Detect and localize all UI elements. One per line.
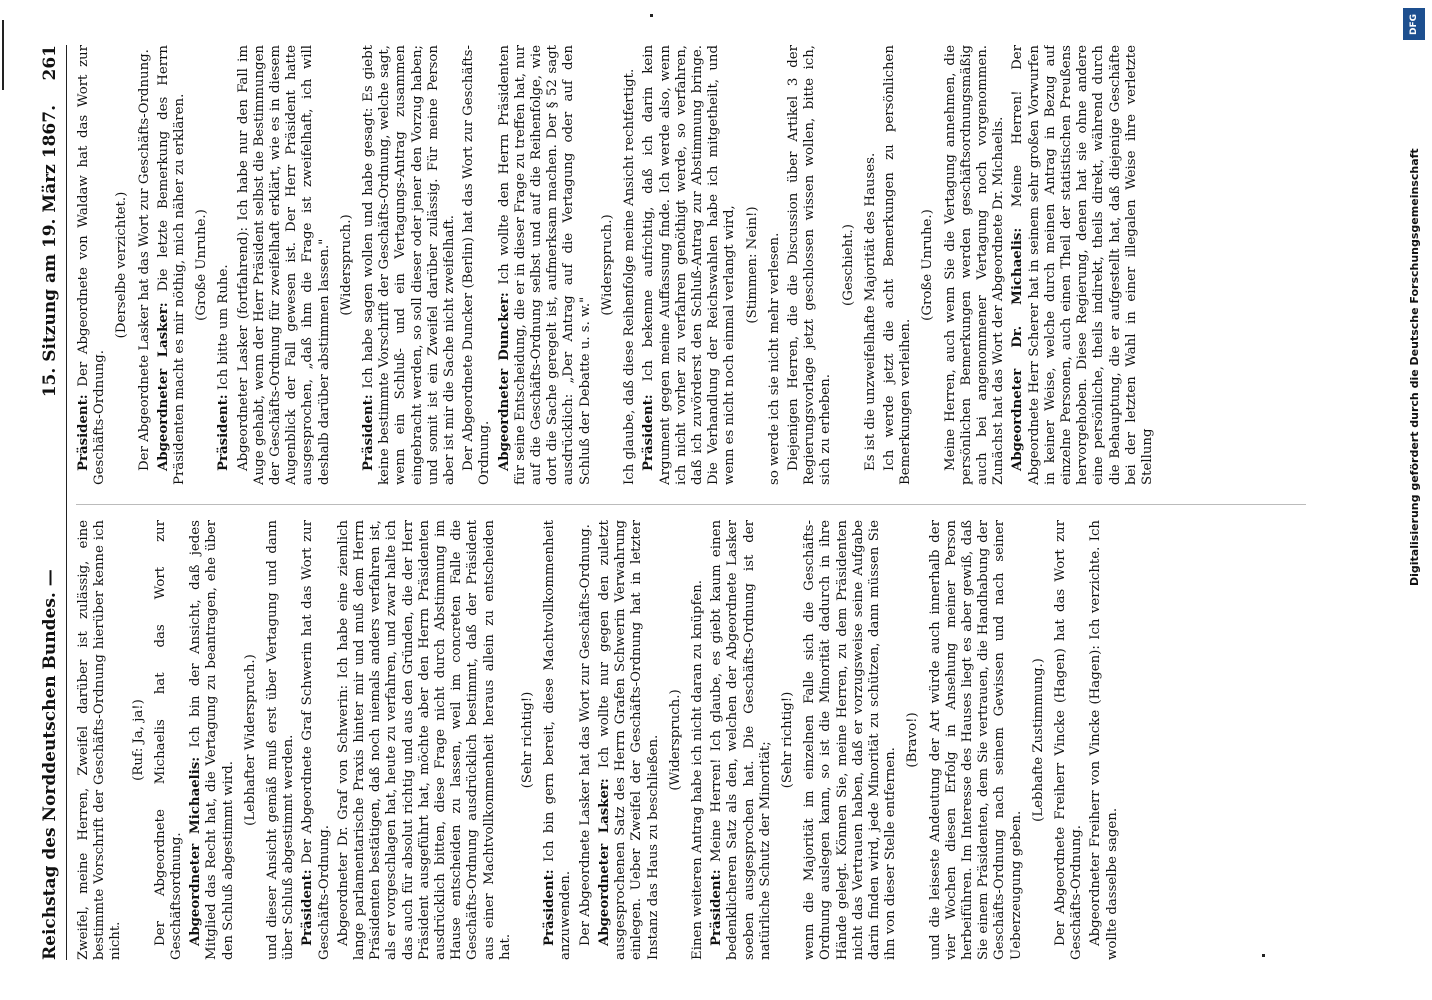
paragraph-text: Die letzte Bemerkung des Herrn Präsidenten macht es mir nöthig, mich näher zu erklären. [155,45,188,485]
paragraph-text: (Sehr richtig!) [520,691,536,789]
paragraph-text: Abgeordneter Dr. Graf von Schwerin: Ich habe eine ziemlich lange parlamentarische Praxis hinter mir und muß dem Herrn Präsidenten bestätigen, daß noch niemals anders verfahren ist, als er vorgeschlagen hat, heute zu verfahren, und zwar halte ich das auch für absolut richtig und aus den Gründen, die der Herr Präsident ausgeführt hat, möchte aber den Herrn Präsidenten ausdrücklich bitten, diese Frage nicht durch Abstimmung im Hause entscheiden zu lassen, weil im concreten Falle die Geschäfts-Ordnung ausdrücklich bestimmt, daß der Präsident aus einer Machtvollkommenheit heraus allein zu entscheiden hat. [335,520,513,960]
credit-sidebar [1392,0,1432,1000]
paragraph-text: Ich wollte den Herrn Präsidenten für seine Entscheidung, die er in dieser Frage zu treffen hat, nur auf die Geschäfts-Ordnung selbst und auf die Reihenfolge, wie dort die Sache geregelt ist, aufmerksam machen. Der § 52 sagt ausdrücklich: „Der Antrag auf die Vertagung oder auf den Schluß der Debatte u. s. w." [496,45,593,485]
speech-paragraph [188,520,237,960]
speaker-name: Präsident: [641,394,657,471]
speech-paragraph [156,45,188,485]
speech-paragraph [542,520,574,960]
speaker-name: Präsident: [542,869,558,946]
speech-paragraph [265,520,297,960]
paragraph-text: (Derselbe verzichtet.) [114,191,130,339]
paragraph-text: Zweifel, meine Herren, Zweifel darüber ist zulässig, eine bestimmte Vorschrift der Geschäfts-Ordnung hierüber kenne ich nicht. [76,520,124,960]
paragraph-text: (Stimmen: Nein!) [744,206,760,324]
paragraph-text: (Große Unruhe.) [194,209,210,321]
paragraph-text: Der Abgeordnete Lasker hat das Wort zur Geschäfts-Ordnung. [577,524,593,946]
paragraph-text: Ich werde jetzt die acht Bemerkungen zu persönlichen Bemerkungen verleihen. [881,45,914,485]
speech-paragraph [361,45,458,485]
header-left-title: Reichstag des Norddeutschen Bundes. — [40,569,60,960]
paragraph-text: Abgeordneter Lasker (fortfahrend): Ich habe nur den Fall im Auge gehabt, wenn der Herr Präsident selbst die Bestimmungen der Geschäfts-Ordnung für zweifelhaft erklärt, wie es in diesem Augenblick der Fall gewesen ist. Der Herr Präsident hatte ausgesprochen, „daß ihm die Frage ist zweifelhaft, ich will deshalb darüber abstimmen lassen." [235,45,332,485]
paragraph-text: Der Abgeordnete Duncker (Berlin) hat das Wort zur Geschäfts-Ordnung. [461,45,493,485]
paragraph-text: (Lebhafte Zustimmung.) [1030,658,1046,822]
speech-paragraph [622,45,638,485]
header-right-title: 15. Sitzung am 19. März 1867. [40,105,60,398]
speech-paragraph [597,520,662,960]
paragraph-text: Meine Herren! Ich glaube, es giebt kaum einen bedenklicheren Satz als den, welchen der Abgeordnete Lasker soeben ausgesprochen hat. Die Geschäfts-Ordnung ist der natürliche Schutz der Minorität; [709,520,773,960]
paragraph-text: (Widerspruch.) [338,214,354,316]
scan-mark [650,14,653,17]
speech-paragraph [76,45,108,485]
speech-paragraph [497,45,594,485]
paragraph-text: Ich bekenne aufrichtig, daß ich darin kein Argument gegen meine Auffassung finde. Ich werde also, wenn ich nicht vorher zu verfahren genöthigt werde, so verfahren, daß ich zuvörderst den Schluß-Antrag zur Abstimmung bringe. Die Verhandlung der Reichswahlen habe ich mitgetheilt, und wenn es nicht noch einmal verlangt wird, [641,45,738,485]
speech-paragraph [928,520,1025,960]
stage-direction [668,520,684,960]
left-text-column [76,520,1306,960]
speech-paragraph [767,45,783,485]
right-text-column [76,45,1306,485]
stage-direction [745,45,761,485]
paragraph-text: so werde ich sie nicht mehr verlesen. [766,232,782,485]
speaker-name: Abgeordneter Lasker: [155,302,171,471]
speaker-name: Präsident: [216,394,232,471]
speaker-name: Abgeordneter Lasker: [596,778,612,946]
paragraph-text: und dieser Ansicht gemäß muß erst über Vertagung und dann über Schluß abgestimmt werden. [265,520,297,960]
paragraph-text: (Ruf: Ja, ja!) [130,699,146,781]
stage-direction [841,45,857,485]
paragraph-text: Ich wollte nur gegen den zuletzt ausgesprochenen Satz des Herrn Grafen Schwerin Verwahrung einlegen. Ueber Zweifel der Geschäfts-Ordnung hat in letzter Instanz das Haus zu beschließen. [596,520,661,960]
stage-direction [520,520,536,960]
paragraph-text: Ich habe sagen wollen und habe gesagt: Es giebt keine bestimmte Vorschrift der Geschäfts-Ordnung, welche sagt, wenn ein Schluß- und ein Vertagungs-Antrag zusammen eingebracht werden, so soll dieser oder jener den Vorzug haben; und somit ist ein Zweifel darüber zulässig. Für meine Person aber ist mir die Sache nicht zweifelhaft. [361,45,458,485]
paragraph-text: (Sehr richtig!) [779,691,795,789]
stage-direction [905,520,921,960]
stage-direction [780,520,796,960]
paragraph-text: Meine Herren, auch wenn Sie die Vertagung annehmen, die persönlichen Bemerkungen werden geschäftsordnungsmäßig auch bei angenommener Vertagung noch vorgenommen. Zunächst hat das Wort der Abgeordnete Dr. Michaelis. [942,45,1007,485]
paragraph-text: (Bravo!) [905,712,921,768]
paragraph-text: Der Abgeordnete Lasker hat das Wort zur Geschäfts-Ordnung. [136,49,152,471]
paragraph-text: Abgeordneter Freiherr von Vincke (Hagen): Ich verzichte. Ich wollte dasselbe sagen. [1088,520,1120,960]
paragraph-text: und die leiseste Andeutung der Art würde auch innerhalb der vier Wochen diesen Erfolg in Ansehung meiner Person herbeiführen. Im Interesse des Hauses liegt es aber gewiß, daß Sie einem Präsidenten, dem Sie vertrauen, die Handhabung der Geschäfts-Ordnung nach seinem Gewissen und nach seiner Ueberzeugung geben. [927,520,1024,960]
stage-direction [1031,520,1047,960]
speaker-name: Abgeordneter Dr. Michaelis: [1010,227,1026,471]
speech-paragraph [216,45,232,485]
stage-direction [243,520,259,960]
stage-direction [920,45,936,485]
stage-direction [339,45,355,485]
stage-direction [194,45,210,485]
stage-direction [114,45,130,485]
speech-paragraph [461,45,493,485]
speech-paragraph [336,520,514,960]
speaker-name: Abgeordneter Michaelis: [188,756,204,946]
paragraph-text: (Große Unruhe.) [920,209,936,321]
paragraph-text: Ich bitte um Ruhe. [216,264,232,391]
speech-paragraph [137,45,153,485]
speech-paragraph [802,520,899,960]
speech-paragraph [153,520,185,960]
paragraph-text: wenn die Majorität im einzelnen Falle sich die Geschäfts-Ordnung auslegen kann, so ist die Minorität dadurch in ihre Hände gelegt. Können Sie, meine Herren, zu dem Präsidenten nicht das Vertrauen haben, daß er vorzugsweise seine Aufgabe darin finden wird, jede Minorität zu schützen, dann müssen Sie ihn von dieser Stelle entfernen. [802,520,899,960]
paragraph-text: Meine Herren! Der Abgeordnete Herr Scherer hat in seinem sehr großen Vorwurfen in keiner Weise, welche durch meinen Antrag in Bezug auf einzelne Personen, auch einen Theil der statistischen Preußens hervorgehoben. Diese Regierung, denen hat sie ohne andere eine persönliche, theils indirekt, theils direkt, während durch die Behauptung, die er aufgestellt hat, daß diejenige Geschäfte bei der letzten Wahl in einer illegalen Weise ihre verletzte Stellung [1010,45,1155,485]
stage-direction [131,520,147,960]
scan-mark [1262,954,1265,957]
speech-paragraph [943,45,1008,485]
dfg-logo: DFG [1403,8,1425,40]
speech-paragraph [1053,520,1085,960]
speaker-name: Präsident: [361,394,377,471]
paragraph-text: Ich bin der Ansicht, daß jedes Mitglied das Recht hat, die Vertagung zu beantragen, ehe über den Schluß abgestimmt wird. [188,520,236,960]
paragraph-text: (Geschieht.) [840,224,856,306]
paragraph-text: Der Abgeordnete von Waldaw hat das Wort zur Geschäfts-Ordnung. [76,45,108,485]
speech-paragraph [300,520,332,960]
speech-paragraph [1010,45,1156,485]
paragraph-text: (Widerspruch.) [667,689,683,791]
speech-paragraph [578,520,594,960]
column-divider [76,504,1306,505]
speech-paragraph [882,45,914,485]
speaker-name: Abgeordneter Duncker: [496,292,512,471]
paragraph-text: (Lebhafter Widerspruch.) [242,654,258,826]
speaker-name: Präsident: [300,869,316,946]
paragraph-text: Der Abgeordnete Freiherr Vincke (Hagen) hat das Wort zur Geschäfts-Ordnung. [1052,520,1085,960]
header-rule [66,45,67,960]
paragraph-text: (Widerspruch.) [599,214,615,316]
speech-paragraph [236,45,333,485]
stage-direction [600,45,616,485]
page-number: 261 [40,45,60,81]
page-header [40,45,66,960]
paragraph-text: Einen weiteren Antrag habe ich nicht daran zu knüpfen. [689,579,705,960]
paragraph-text: Diejenigen Herren, die die Discussion über Artikel 3 der Regierungsvorlage jetzt geschlossen wissen wollen, bitte ich, sich zu erheben. [785,45,834,485]
speaker-name: Präsident: [76,394,91,471]
paragraph-text: Es ist die unzweifelhafte Majorität des Hauses. [862,152,878,471]
speech-paragraph [709,520,774,960]
speech-paragraph [690,520,706,960]
paragraph-text: Ich glaube, daß diese Reihenfolge meine Ansicht rechtfertigt. [622,68,638,485]
speaker-name: Präsident: [709,869,725,946]
speech-paragraph [76,520,125,960]
paragraph-text: Der Abgeordnete Graf Schwerin hat das Wort zur Geschäfts-Ordnung. [300,520,332,960]
speech-paragraph [863,45,879,485]
speech-paragraph [786,45,835,485]
paragraph-text: Ich bin gern bereit, diese Machtvollkommenheit anzuwenden. [542,520,574,960]
speech-paragraph [1088,520,1120,960]
credit-text: Digitalisierung gefördert durch die Deutsche Forschungsgemeinschaft [1408,148,1421,586]
scan-mark [2,20,4,90]
paragraph-text: Der Abgeordnete Michaelis hat das Wort zur Geschäftsordnung. [152,520,185,960]
speech-paragraph [641,45,738,485]
